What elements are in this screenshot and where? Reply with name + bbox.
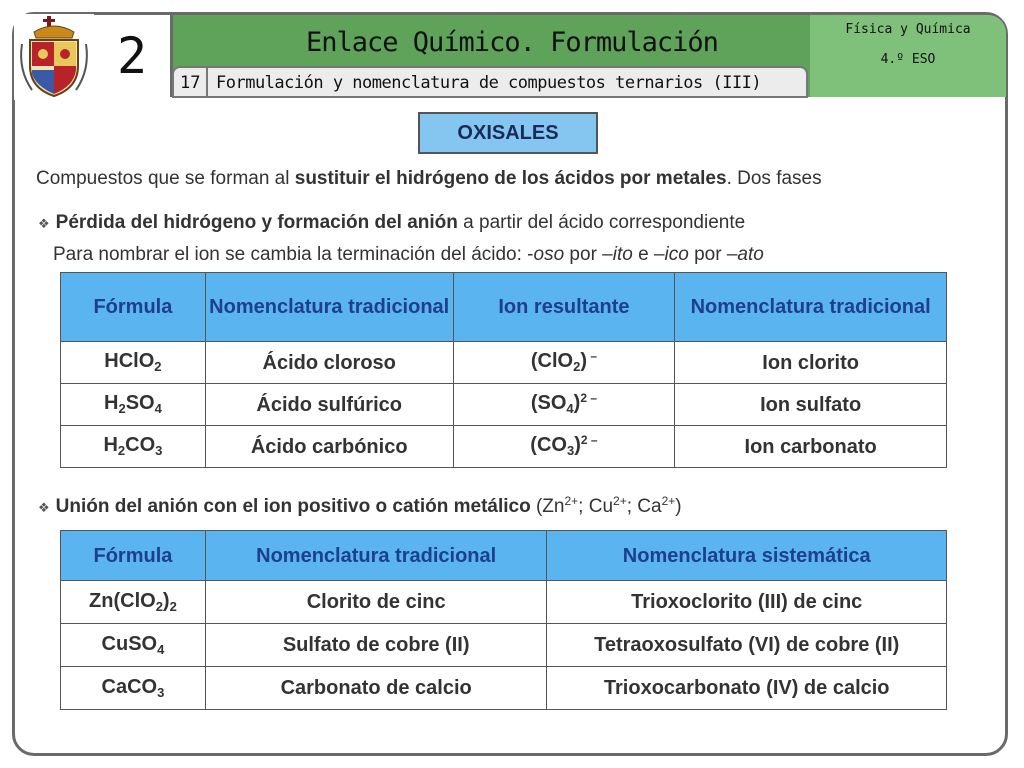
- acid-ion-table: [60, 272, 947, 468]
- table-row: [61, 581, 947, 624]
- systematic-cell: Tetraoxosulfato (VI) de cobre (II): [547, 624, 947, 667]
- ion-name-cell: Ion carbonato: [675, 426, 947, 468]
- section-number: 17: [180, 73, 201, 93]
- ion-name-cell: Ion sulfato: [675, 384, 947, 426]
- topic-label: OXISALES: [418, 112, 598, 154]
- table-header-cell: Fórmula: [61, 531, 206, 581]
- table-row: [61, 384, 947, 426]
- table-header-cell: Ion resultante: [453, 273, 675, 342]
- step1-heading: ❖ Pérdida del hidrógeno y formación del anión a partir del ácido correspondiente: [38, 212, 746, 233]
- chapter-number: 2: [94, 15, 173, 97]
- table-header-cell: Nomenclatura sistemática: [547, 531, 947, 581]
- step2-heading: ❖ Unión del anión con el ion positivo o catión metálico ($Zn^{2+}$; $Cu^{2+}$; $Ca^{2+}$): [38, 494, 682, 517]
- school-crest-icon: [14, 14, 94, 100]
- traditional-cell: Clorito de cinc: [205, 581, 547, 624]
- table-header-cell: Fórmula: [61, 273, 206, 342]
- ion-cell: $(SO_4)^{2 -}$: [453, 384, 675, 426]
- formula-cell: HClO$_2$: [61, 342, 206, 384]
- formula-cell: $Zn(ClO_2)_2$: [61, 581, 206, 624]
- table-header-row: [61, 273, 947, 342]
- formula-cell: $H_2CO_3$: [61, 426, 206, 468]
- name-cell: Ácido sulfúrico: [205, 384, 453, 426]
- formula-cell: CaCO$_3$: [61, 667, 206, 710]
- traditional-cell: Sulfato de cobre (II): [205, 624, 547, 667]
- table-row: [61, 342, 947, 384]
- section-title: Formulación y nomenclatura de compuestos ternarios (III): [216, 73, 762, 93]
- table-row: [61, 667, 947, 710]
- table-header-cell: Nomenclatura tradicional: [205, 273, 453, 342]
- diamond-bullet-icon: ❖: [38, 216, 50, 231]
- step1-note: Para nombrar el ion se cambia la terminación del ácido: -oso por –ito e –ico por –ato: [53, 244, 764, 265]
- salt-table: [60, 530, 947, 710]
- ion-cell: (ClO$_2$) –: [453, 342, 675, 384]
- formula-cell: $H_2SO_4$: [61, 384, 206, 426]
- diamond-bullet-icon: ❖: [38, 500, 50, 515]
- ion-cell: $(CO_3)^{2 -}$: [453, 426, 675, 468]
- page-title: Enlace Químico. Formulación: [306, 27, 718, 58]
- subject-label: Física y Química: [845, 22, 971, 37]
- ion-name-cell: Ion clorito: [675, 342, 947, 384]
- systematic-cell: Trioxoclorito (III) de cinc: [547, 581, 947, 624]
- level-label: 4.º ESO: [880, 52, 936, 67]
- table-row: [61, 624, 947, 667]
- systematic-cell: Trioxocarbonato (IV) de calcio: [547, 667, 947, 710]
- section-divider: [206, 68, 208, 98]
- table-row: [61, 426, 947, 468]
- name-cell: Ácido cloroso: [205, 342, 453, 384]
- formula-cell: CuSO$_4$: [61, 624, 206, 667]
- table-header-cell: Nomenclatura tradicional: [675, 273, 947, 342]
- table-header-cell: Nomenclatura tradicional: [205, 531, 547, 581]
- name-cell: Ácido carbónico: [205, 426, 453, 468]
- table-header-row: [61, 531, 947, 581]
- traditional-cell: Carbonato de calcio: [205, 667, 547, 710]
- intro-text: Compuestos que se forman al sustituir el hidrógeno de los ácidos por metales. Dos fases: [36, 168, 822, 189]
